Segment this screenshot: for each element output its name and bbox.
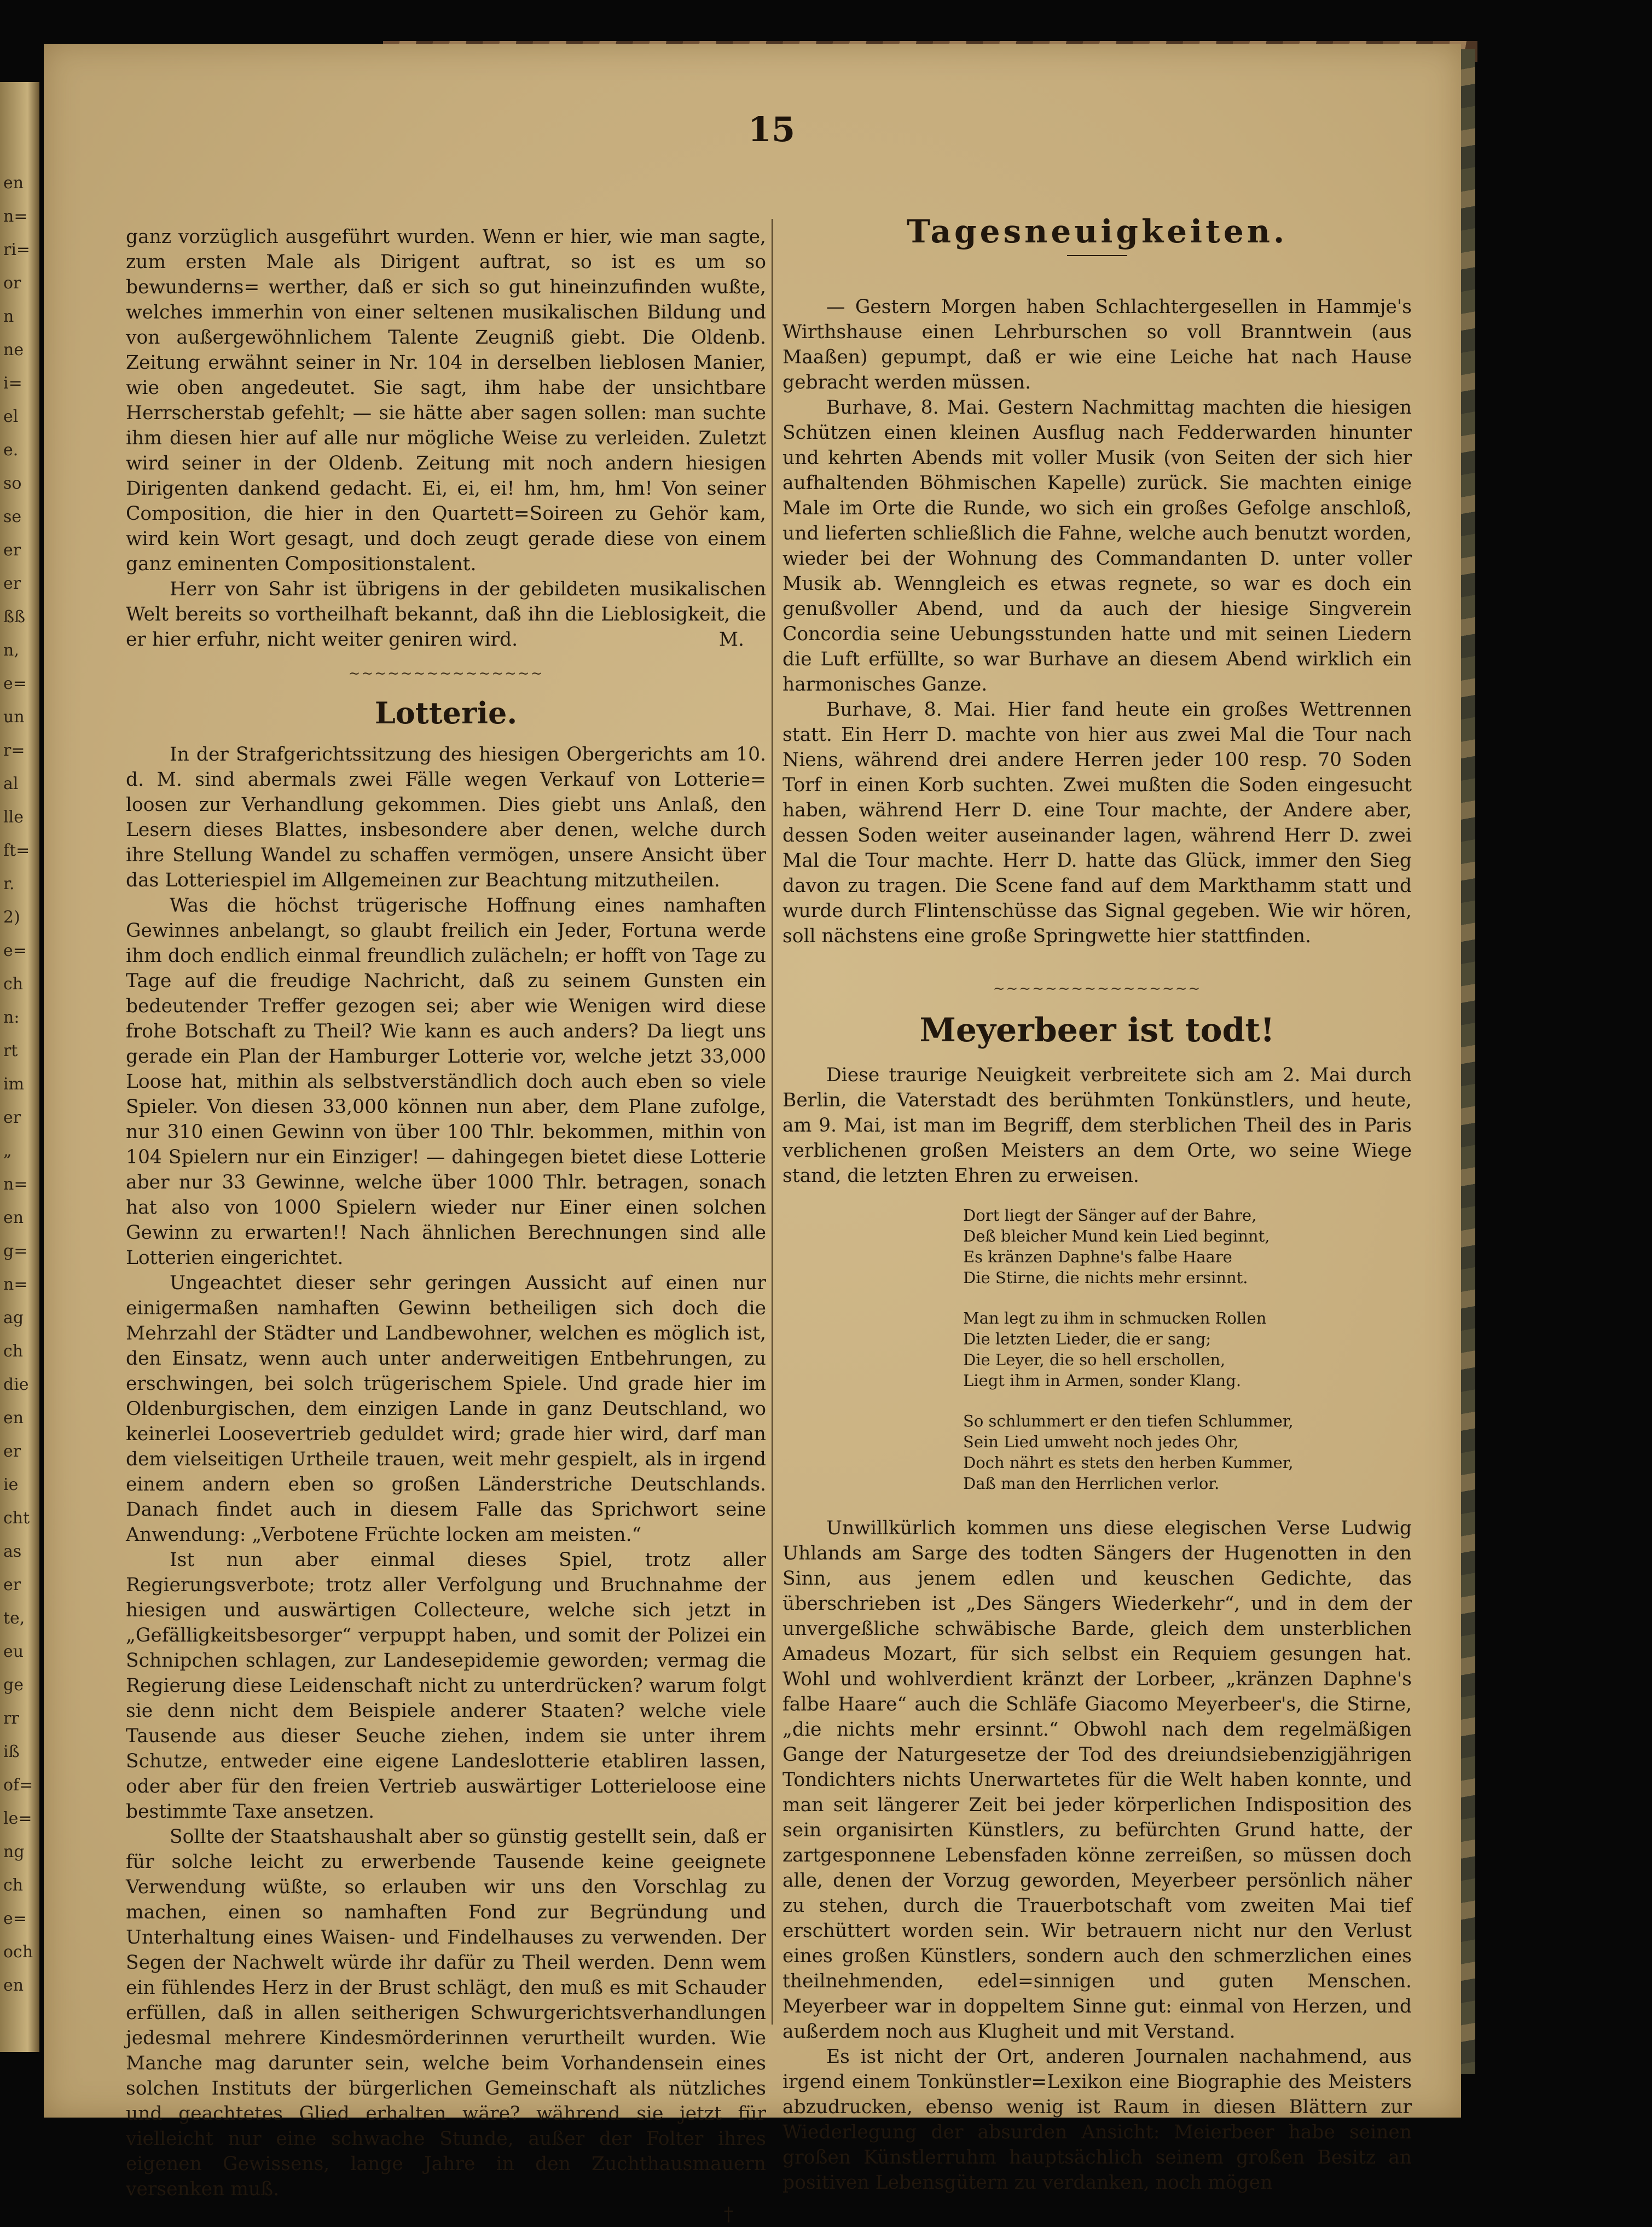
left-column: [126, 224, 766, 2227]
poem-stanza: [963, 1308, 1412, 1391]
previous-page-fragment: ft=: [3, 841, 30, 860]
lotterie-paragraph-4: Ist nun aber einmal dieses Spiel, trotz aller Regierungsverbote; trotz aller Verfolgung und Bruchnahme der hiesigen und auswärtigen Collecteure, welche sich jetzt in „Gefälligkeitsbesorger“ verpuppt haben, und somit der Polizei ein Schnipchen schlagen, zur Landesepidemie geworden; vermag die Regierung diese Leidenschaft nicht zu unterdrücken? warum folgt sie denn nicht dem Beispiele anderer Staaten? welche viele Tausende aus dieser Seuche ziehen, indem sie unter ihrem Schutze, entweder eine eigene Landeslotterie etabliren lassen, oder aber für den freien Vertrieb auswärtiger Lotterieloose eine bestimmte Taxe ansetzen.: [126, 1549, 766, 1823]
previous-page-edge: [0, 82, 39, 2052]
poem-stanza: [963, 1411, 1412, 1494]
previous-page-fragment: er: [3, 1108, 21, 1127]
previous-page-fragment: n,: [3, 641, 19, 660]
intro-paragraph-2-text: Herr von Sahr ist übrigens in der gebildeten musikalischen Welt bereits so vortheilhaft bekannt, daß ihn die Lieblosigkeit, die er hier erfuhr, nicht weiter geniren wird.: [126, 578, 766, 651]
newspaper-page: [44, 44, 1461, 2225]
uhland-poem: [963, 1205, 1412, 1494]
poem-stanza: [963, 1205, 1412, 1288]
meyerbeer-intro: Diese traurige Neuigkeit verbreitete sich am 2. Mai durch Berlin, die Vaterstadt des berühmten Tonkünstlers, und heute, am 9. Mai, ist man im Begriff, dem sterblichen Theil des in Paris verblichenen großen Meisters an dem Orte, wo seine Wiege stand, die letzten Ehren zu erweisen.: [782, 1064, 1412, 1187]
previous-page-fragment: n:: [3, 1008, 20, 1027]
previous-page-fragment: e=: [3, 674, 27, 693]
news-item-3: Burhave, 8. Mai. Hier fand heute ein großes Wettrennen statt. Ein Herr D. machte von hier aus zwei Mal die Tour nach Niens, während drei andere Herren jeder 100 resp. 70 Soden Torf in einen Korb suchten. Zwei mußten die Soden eingesucht haben, während Herr D. eine Tour machte, der Andere aber, dessen Soden weiter auseinander lagen, während Herr D. zwei Mal die Tour machte. Herr D. hatte das Glück, immer den Sieg davon zu tragen. Die Scene fand auf dem Markthamm statt und wurde durch Flintenschüsse das Signal gegeben. Wie wir hören, soll nächstens eine große Springwette hier stattfinden.: [782, 699, 1412, 947]
previous-page-fragment: e=: [3, 941, 27, 960]
previous-page-fragment: en: [3, 1976, 24, 1995]
poem-line: Deß bleicher Mund kein Lied beginnt,: [963, 1227, 1270, 1245]
poem-line: Man legt zu ihm in schmucken Rollen: [963, 1309, 1267, 1327]
intro-paragraph-2: [126, 577, 766, 652]
previous-page-fragment: iß: [3, 1742, 20, 1761]
previous-page-fragment: e=: [3, 1909, 27, 1928]
previous-page-fragment: el: [3, 407, 19, 426]
previous-page-fragment: r=: [3, 741, 25, 760]
previous-page-fragment: al: [3, 774, 19, 793]
previous-page-fragment: ag: [3, 1308, 24, 1327]
previous-page-fragment: ßß: [3, 607, 26, 627]
previous-page-fragment: so: [3, 474, 22, 493]
previous-page-fragment: ch: [3, 975, 24, 994]
previous-page-fragment: „: [3, 1141, 12, 1161]
previous-page-fragment: ge: [3, 1675, 24, 1695]
previous-page-fragment: te,: [3, 1609, 25, 1628]
previous-page-fragment: e.: [3, 440, 19, 460]
poem-line: Die letzten Lieder, die er sang;: [963, 1330, 1212, 1348]
lotterie-paragraph-3: Ungeachtet dieser sehr geringen Aussicht auf einen nur einigermaßen namhaften Gewinn betheiligen sich doch die Mehrzahl der Städter und Landbewohner, welchen es möglich ist, den Einsatz, wenn auch unter anderweitigen Entbehrungen, zu erschwingen, bei solch trügerischem Spiele. Und grade hier im Oldenburgischen, dem einzigen Lande in ganz Deutschland, wo keinerlei Loosevertrieb geduldet wird; grade hier wird, darf man dem vielseitigen Urtheile trauen, weit mehr gespielt, als in irgend einem andern eben so großen Länderstriche Deutschlands. Danach findet auch in diesem Falle das Sprichwort seine Anwendung: „Verbotene Früchte locken am meisten.“: [126, 1272, 766, 1546]
previous-page-fragment: ch: [3, 1342, 24, 1361]
meyerbeer-paragraph-2: Es ist nicht der Ort, anderen Journalen nachahmend, aus irgend einem Tonkünstler=Lexikon eine Biographie des Meisters abzudrucken, ebenso wenig ist Raum in diesen Blättern zur Wiederlegung der absurden Ansicht: Meierbeer habe seinen großen Künstlerruhm hauptsächlich seinem großen Besitz an positiven Lebensgütern zu verdanken, noch mögen: [782, 2046, 1412, 2194]
previous-page-fragment: er: [3, 574, 21, 593]
previous-page-fragment: se: [3, 507, 22, 526]
previous-page-fragment: ie: [3, 1475, 19, 1494]
previous-page-fragment: im: [3, 1075, 25, 1094]
news-item-1: — Gestern Morgen haben Schlachtergesellen in Hammje's Wirthshause einen Lehrburschen so voll Branntwein (aus Maaßen) gepumpt, daß er wie eine Leiche hat nach Hause gebracht werden müssen.: [782, 296, 1412, 393]
previous-page-fragment: r.: [3, 874, 15, 894]
previous-page-fragment: le=: [3, 1809, 32, 1828]
previous-page-fragment: en: [3, 1208, 24, 1227]
previous-page-fragment: or: [3, 274, 21, 293]
poem-line: Doch nährt es stets den herben Kummer,: [963, 1453, 1294, 1472]
previous-page-fragment: er: [3, 541, 21, 560]
previous-page-fragment: n=: [3, 1275, 28, 1294]
previous-page-fragment: en: [3, 173, 24, 193]
ornament-divider: ~~~~~~~~~~~~~~~: [348, 665, 544, 682]
previous-page-fragment: cht: [3, 1509, 30, 1528]
poem-line: Es kränzen Daphne's falbe Haare: [963, 1248, 1232, 1266]
previous-page-fragment: en: [3, 1408, 24, 1428]
previous-page-fragment: ri=: [3, 240, 31, 259]
previous-page-fragment: er: [3, 1575, 21, 1594]
poem-line: So schlummert er den tiefen Schlummer,: [963, 1412, 1294, 1430]
previous-page-fragment: rt: [3, 1041, 18, 1060]
previous-page-fragment: un: [3, 707, 25, 727]
previous-page-fragment: rr: [3, 1709, 19, 1728]
previous-page-fragment: ne: [3, 340, 24, 359]
previous-page-fragment: ng: [3, 1842, 25, 1861]
poem-line: Liegt ihm in Armen, sonder Klang.: [963, 1371, 1242, 1390]
previous-page-fragment: och: [3, 1942, 33, 1962]
previous-page-fragment: ch: [3, 1876, 24, 1895]
previous-page-fragment: n=: [3, 207, 28, 226]
page-number: 15: [747, 109, 796, 149]
poem-line: Die Leyer, die so hell erschollen,: [963, 1350, 1226, 1369]
lotterie-paragraph-1: In der Strafgerichtssitzung des hiesigen Obergerichts am 10. d. M. sind abermals zwei Fälle wegen Verkauf von Lotterie= loosen zur Verhandlung gekommen. Dies giebt uns Anlaß, den Lesern dieses Blattes, insbesondere aber denen, welche durch ihre Stellung Wandel zu schaffen vermögen, unsere Ansicht über das Lotteriespiel im Allgemeinen zur Beachtung mitzutheilen.: [126, 744, 766, 891]
lotterie-heading: Lotterie.: [374, 695, 518, 730]
lotterie-paragraph-2: Was die höchst trügerische Hoffnung eines namhaften Gewinnes anbelangt, so glaubt freilich ein Jeder, Fortuna werde ihm doch endlich einmal freundlich zulächeln; er hofft von Tage zu Tage auf die freudige Nachricht, daß zu seinem Gunsten ein bedeutender Treffer gezogen sei; aber wie Wenigen wird diese frohe Botschaft zu Theil? Wie kann es auch anders? Da liegt uns gerade ein Plan der Hamburger Lotterie vor, welche jetzt 33,000 Loose hat, mithin als selbstverständlich doch auch eben so viele Spieler. Von diesen 33,000 können nun aber, dem Plane zufolge, nur 310 einen Gewinn von über 100 Thlr. bekommen, mithin von 104 Spielern nur ein Einziger! — dahingegen bietet diese Lotterie aber nur 33 Gewinne, welche über 1000 Thlr. betragen, sonach hat also von 1000 Spielern wieder nur Einer einen solchen Gewinn zu erwarten!! Nach ähnlichen Berechnungen sind alle Lotterien eingerichtet.: [126, 895, 766, 1269]
news-item-2: Burhave, 8. Mai. Gestern Nachmittag machten die hiesigen Schützen einen kleinen Ausflug nach Fedderwarden hinunter und kehrten Abends mit voller Musik (von Seiten der sich hier aufhaltenden Böhmischen Kapelle) zurück. Sie machten einige Male im Orte die Runde, wo sich ein großes Gefolge anschloß, und lieferten schließlich die Fahne, welche auch benutzt worden, wieder bei der Wohnung des Commandanten D. unter voller Musik ab. Wenngleich es etwas regnete, so war es doch ein genußvoller Abend, und da auch der hiesige Singverein Concordia seine Uebungsstunden hatte und mit seinen Liedern die Luft erfüllte, so war Burhave an diesem Abend wirklich ein harmonisches Ganze.: [782, 397, 1412, 695]
intro-signature: M.: [718, 629, 744, 651]
previous-page-fragment: er: [3, 1442, 21, 1461]
poem-line: Die Stirne, die nichts mehr ersinnt.: [963, 1268, 1248, 1287]
poem-line: Daß man den Herrlichen verlor.: [963, 1474, 1220, 1493]
previous-page-fragment: n=: [3, 1175, 28, 1194]
previous-page-fragment: lle: [3, 808, 24, 827]
tagesneuigkeiten-heading: Tagesneuigkeiten.: [906, 213, 1288, 250]
previous-page-fragment: as: [3, 1542, 22, 1561]
previous-page-fragment: die: [3, 1375, 29, 1394]
poem-line: Dort liegt der Sänger auf der Bahre,: [963, 1206, 1257, 1225]
meyerbeer-heading: Meyerbeer ist todt!: [919, 1011, 1275, 1049]
previous-page-fragment: g=: [3, 1242, 28, 1261]
meyerbeer-paragraph-1: Unwillkürlich kommen uns diese elegischen Verse Ludwig Uhlands am Sarge des todten Sängers der Hugenotten in den Sinn, aus jenem edlen und keuschen Gedichte, das überschrieben ist „Des Sängers Wiederkehr“, und in dem der unvergeßliche schwäbische Barde, gleich dem unsterblichen Amadeus Mozart, für sich selbst ein Requiem gesungen hat. Wohl und wohlverdient kränzt der Lorbeer, „kränzen Daphne's falbe Haare“ auch die Schläfe Giacomo Meyerbeer's, die Stirne, „die nichts mehr ersinnt.“ Obwohl nach dem regelmäßigen Gange der Naturgesetze der Tod des dreiundsiebenzigjährigen Tondichters nichts Unerwartetes für die Welt haben konnte, und man seit längerer Zeit bei jeder körperlichen Indisposition des sein organisirten Künstlers, zu befürchten Grund hatte, der zartgesponnene Lebensfaden könne zerreißen, so müssen doch alle, denen der Vorzug geworden, Meyerbeer persönlich näher zu stehen, durch die Trauerbotschaft vom zweiten Mai tief erschüttert worden sein. Wir betrauern nicht nur den Verlust eines großen Künstlers, sondern auch den schmerzlichen eines theilnehmenden, edel=sinnigen und guten Menschen. Meyerbeer war in doppeltem Sinne gut: einmal von Herzen, und außerdem noch aus Klugheit und mit Verstand.: [782, 1517, 1412, 2043]
short-rule: [1067, 255, 1127, 256]
poem-line: Sein Lied umweht noch jedes Ohr,: [963, 1433, 1239, 1451]
right-column: [782, 213, 1412, 2195]
previous-page-fragment: of=: [3, 1776, 33, 1795]
previous-page-fragment: i=: [3, 374, 22, 393]
previous-page-fragment: 2): [3, 908, 20, 927]
previous-page-fragment: eu: [3, 1642, 24, 1661]
ornament-divider-2: ~~~~~~~~~~~~~~~~: [993, 981, 1202, 997]
lotterie-signature: †: [723, 2203, 733, 2225]
lotterie-paragraph-5: Sollte der Staatshaushalt aber so günstig gestellt sein, daß er für solche leicht zu erwerbende Tausende keine geeignete Verwendung wüßte, so erlauben wir uns den Vorschlag zu machen, einen so namhaften Fond zur Begründung und Unterhaltung eines Waisen- und Findelhauses zu verwenden. Der Segen der Nachwelt würde ihr dafür zu Theil werden. Denn wem ein fühlendes Herz in der Brust schlägt, den muß es mit Schauder erfüllen, daß in allen seitherigen Schwurgerichtsverhandlungen jedesmal mehrere Kindesmörderinnen verurtheilt wurden. Wie Manche mag darunter sein, welche beim Vorhandensein eines solchen Instituts der bürgerlichen Gemeinschaft als nützliches und geachtetes Glied erhalten wäre? während sie jetzt für vielleicht nur eine schwache Stunde, außer der Folter ihres eigenen Gewissens, lange Jahre in den Zuchthausmauern versenken muß.: [126, 1826, 766, 2200]
intro-paragraph-1: ganz vorzüglich ausgeführt wurden. Wenn er hier, wie man sagte, zum ersten Male als Dirigent auftrat, so ist es um so bewunderns= werther, daß er sich so gut hineinzufinden wußte, welches immerhin von einer seltenen musikalischen Bildung und von außergewöhnlichem Talente Zeugniß giebt. Die Oldenb. Zeitung erwähnt seiner in Nr. 104 in derselben lieblosen Manier, wie oben angedeutet. Sie sagt, ihm habe der unsichtbare Herrscherstab gefehlt; — sie hätte aber sagen sollen: man suchte ihm diesen hier auf alle nur mögliche Weise zu verleiden. Zuletzt wird seiner in der Oldenb. Zeitung mit noch andern hiesigen Dirigenten dankend gedacht. Ei, ei, ei! hm, hm, hm! Von seiner Composition, die hier in den Quartett=Soireen zu Gehör kam, wird kein Wort gesagt, und doch zeugt gerade diese von einem ganz eminenten Compositionstalent.: [126, 226, 766, 575]
previous-page-fragment: n: [3, 307, 14, 326]
column-divider: [772, 219, 773, 2025]
